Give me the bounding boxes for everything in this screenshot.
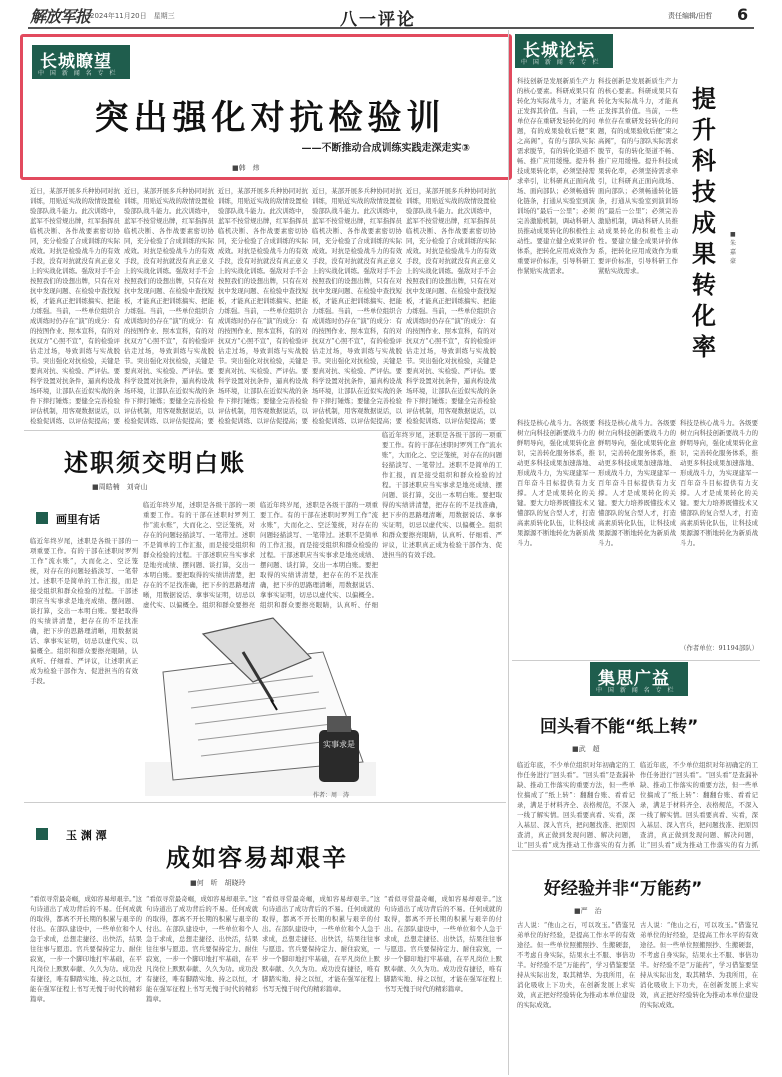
feature-body-col-5: 近日，某部开展多兵种协同对抗训练，用贴近实战的敌情设置检验部队战斗能力。此次训练中，蓝军不按常规出牌，红军指挥员临机决断、各作战要素密切协同，充分检验了合成训练的实际成效。对抗是检验战斗力的有效手段，没有对抗就没有真正意义上的实战化训练。强敌对手不会按照我们的设想出牌，只有在对抗中发现问题、在检验中查找短板，才能真正把训练搞实、把能力练强。当前，一些单位组织合成训练时仍存在“演”的成分：有的按图作业、照本宣科，有的对抗双方“心照不宣”，有的检验评估走过场，导致训练与实战脱节。突出强化对抗检验，关键是要真对抗、实检验、严评估。要科学设置对抗条件，逼真构设战场环境，让部队在近似实战的条件下摔打锤炼；要健全完善检验评估机制，用客观数据说话，以检验促训练、以评估促提高；要 (406, 187, 496, 425)
side-body-col-e: 科技是核心战斗力。各级要树立向科技创新要战斗力的鲜明导向，强化成果转化意识，完善转化服务体系，推动更多科技成果加速落地、形成战斗力，为实现建军一百年奋斗目标提供有力支撑。人才是成果转化的关键。要大力培养既懂技术又懂部队的复合型人才，打造高素质转化队伍，让科技成果源源不断地转化为新质战斗力。 (680, 419, 758, 547)
jisi-divider (512, 850, 760, 851)
cartoon-caption: 作者：周 涛 (313, 792, 350, 799)
side-body-col-c: 科技是核心战斗力。各级要树立向科技创新要战斗力的鲜明导向，强化成果转化意识，完善转化服务体系，推动更多科技成果加速落地、形成战斗力，为实现建军一百年奋斗目标提供有力支撑。人才是成果转化的关键。要大力培养既懂技术又懂部队的复合型人才，打造高素质转化队伍，让科技成果源源不断地转化为新质战斗力。 (517, 419, 595, 547)
jisi-body-2-col-a: 古人说：“他山之石，可以攻玉。”借鉴兄弟单位的好经验，是提高工作水平的有效途径。但一些单位照搬照抄、生搬硬套，不考虑自身实际，结果水土不服、事倍功半。好经验不是“万能药”，学习借鉴要坚持从实际出发，取其精华、为我所用，在消化吸收上下功夫，在创新发展上求实效，真正把好经验转化为推动本单位建设的实际成效。 (517, 921, 635, 1009)
masthead-divider (28, 27, 754, 29)
article-three-top-rule (24, 802, 506, 803)
side-author-unit: （作者单位：91194部队） (680, 644, 758, 652)
article-three-title: 成如容易却艰辛 (166, 844, 348, 872)
page-number: 6 (737, 5, 749, 24)
side-body-col-b: 科技创新是发展新质生产力的核心要素。科研成果只有转化为实际战斗力，才能真正发挥其价值。当前，一些单位存在重研发轻转化的问题，有的成果验收后便“束之高阁”，有的与部队实际需求脱节，有的转化渠道不畅、推广应用缓慢。提升科技成果转化率，必须坚持需求牵引，让科研真正面向战场、面向部队；必须畅通转化链条，打通从实验室到演训场的“最后一公里”；必须完善激励机制，调动科研人员推动成果转化的积极性主动性。要建立健全成果评价体系，把转化应用成效作为重要评价标准，引导科研工作紧贴实战需求。 (598, 77, 678, 275)
jisi-column-tag: 集思广益 中 国 新 闻 名 专 栏 (590, 662, 688, 696)
issue-date: 2024年11月20日 星期三 (90, 12, 175, 20)
article-two-title: 述职须交明白账 (64, 449, 246, 477)
side-column-author: ■朱嘉豪 (730, 231, 737, 265)
article-three-body-col-2: “看似寻常最奇崛，成如容易却艰辛。”这句诗道出了成功背后的不易。任何成就的取得，都离不开长期的积累与艰辛的付出。在部队建设中，一些单位和个人急于求成，总想走捷径、出快活，结果往往事与愿违。官兵要保持定力、耐住寂寞，一步一个脚印地打牢基础，在平凡岗位上默默奉献、久久为功。成功没有捷径，唯有脚踏实地、持之以恒，才能在强军征程上书写无愧于时代的精彩篇章。 (146, 895, 258, 1003)
jisi-body-1-col-b: 临近年底，不少单位组织对年初确定的工作任务进行“回头看”。“回头看”是查漏补缺、推动工作落实的重要方法，但一些单位搞成了“纸上转”：翻翻台账、看看记录，满足于材料齐全、表格规范，不深入一线了解实情。回头看要真看、实看，深入基层、深入官兵，把问题找准、把原因查清，真正做到发现问题、解决问题，让“回头看”成为推动工作落实的有力抓 (640, 761, 758, 849)
article-two-author: ■周皓楠 刘奇山 (92, 483, 148, 491)
feature-body-col-2: 近日，某部开展多兵种协同对抗训练，用贴近实战的敌情设置检验部队战斗能力。此次训练中，蓝军不按常规出牌，红军指挥员临机决断、各作战要素密切协同，充分检验了合成训练的实际成效。对抗是检验战斗力的有效手段，没有对抗就没有真正意义上的实战化训练。强敌对手不会按照我们的设想出牌，只有在对抗中发现问题、在检验中查找短板，才能真正把训练搞实、把能力练强。当前，一些单位组织合成训练时仍存在“演”的成分：有的按图作业、照本宣科，有的对抗双方“心照不宣”，有的检验评估走过场，导致训练与实战脱节。突出强化对抗检验，关键是要真对抗、实检验、严评估。要科学设置对抗条件，逼真构设战场环境，让部队在近似实战的条件下摔打锤炼；要健全完善检验评估机制，用客观数据说话，以检验促训练、以评估促提高；要 (124, 187, 214, 425)
jisi-body-2-col-b: 古人说：“他山之石，可以攻玉。”借鉴兄弟单位的好经验，是提高工作水平的有效途径。但一些单位照搬照抄、生搬硬套，不考虑自身实际，结果水土不服、事倍功半。好经验不是“万能药”，学习借鉴要坚持从实际出发，取其精华、为我所用，在消化吸收上下功夫，在创新发展上求实效，真正把好经验转化为推动本单位建设的实际成效。 (640, 921, 758, 1009)
article-two-body-col-4: 临近年终岁尾，述职是各级干部的一项重要工作。有的干部在述职时罗列工作“流水账”，大而化之、空泛笼统，对存在的问题轻描淡写、一笔带过。述职不是简单的工作汇报，而是接受组织和群众检验的过程。干部述职应当实事求是地亮成绩、摆问题、谈打算，交出一本明白账。要把取得的实绩讲清楚，把存在的不足找准确，把下步的思路理清晰，用数据说话、拿事实证明，切忌以虚代实、以偏概全。组织和群众要擦亮眼睛，认真听、仔细看、严评议，让述职真正成为检验干部作为、促进担当的有效手段。 (382, 431, 502, 559)
column-rule-main (508, 30, 509, 1075)
feature-subtitle: ——不断推动合成训练实践走深走实③ (301, 143, 470, 154)
article-three-body-col-4: “看似寻常最奇崛，成如容易却艰辛。”这句诗道出了成功背后的不易。任何成就的取得，都离不开长期的积累与艰辛的付出。在部队建设中，一些单位和个人急于求成，总想走捷径、出快活，结果往往事与愿违。官兵要保持定力、耐住寂寞，一步一个脚印地打牢基础，在平凡岗位上默默奉献、久久为功。成功没有捷径，唯有脚踏实地、持之以恒，才能在强军征程上书写无愧于时代的精彩篇章。 (384, 895, 502, 993)
side-body-col-d: 科技是核心战斗力。各级要树立向科技创新要战斗力的鲜明导向，强化成果转化意识，完善转化服务体系，推动更多科技成果加速落地、形成战斗力，为实现建军一百年奋斗目标提供有力支撑。人才是成果转化的关键。要大力培养既懂技术又懂部队的复合型人才，打造高素质转化队伍，让科技成果源源不断地转化为新质战斗力。 (598, 419, 676, 547)
feature-body-col-3: 近日，某部开展多兵种协同对抗训练，用贴近实战的敌情设置检验部队战斗能力。此次训练中，蓝军不按常规出牌，红军指挥员临机决断、各作战要素密切协同，充分检验了合成训练的实际成效。对抗是检验战斗力的有效手段，没有对抗就没有真正意义上的实战化训练。强敌对手不会按照我们的设想出牌，只有在对抗中发现问题、在检验中查找短板，才能真正把训练搞实、把能力练强。当前，一些单位组织合成训练时仍存在“演”的成分：有的按图作业、照本宣科，有的对抗双方“心照不宣”，有的检验评估走过场，导致训练与实战脱节。突出强化对抗检验，关键是要真对抗、实检验、严评估。要科学设置对抗条件，逼真构设战场环境，让部队在近似实战的条件下摔打锤炼；要健全完善检验评估机制，用客观数据说话，以检验促训练、以评估促提高；要 (218, 187, 308, 425)
side-body-col-a: 科技创新是发展新质生产力的核心要素。科研成果只有转化为实际战斗力，才能真正发挥其价值。当前，一些单位存在重研发轻转化的问题，有的成果验收后便“束之高阁”，有的与部队实际需求脱节，有的转化渠道不畅、推广应用缓慢。提升科技成果转化率，必须坚持需求牵引，让科研真正面向战场、面向部队；必须畅通转化链条，打通从实验室到演训场的“最后一公里”；必须完善激励机制，调动科研人员推动成果转化的积极性主动性。要建立健全成果评价体系，把转化应用成效作为重要评价标准，引导科研工作紧贴实战需求。 (517, 77, 595, 275)
editor-credit: 责任编辑/田哲 (668, 12, 713, 20)
side-column-tag: 长城论坛 中 国 新 闻 名 专 栏 (515, 34, 613, 68)
section-name: 八一评论 (340, 10, 416, 30)
article-two-body-col-1: 临近年终岁尾，述职是各级干部的一项重要工作。有的干部在述职时罗列工作“流水账”，大而化之、空泛笼统，对存在的问题轻描淡写、一笔带过。述职不是简单的工作汇报，而是接受组织和群众检验的过程。干部述职应当实事求是地亮成绩、摆问题、谈打算，交出一本明白账。要把取得的实绩讲清楚，把存在的不足找准确，把下步的思路理清晰，用数据说话、拿事实证明，切忌以虚代实、以偏概全。组织和群众要擦亮眼睛，认真听、仔细看、严评议，让述职真正成为检验干部作为、促进担当的有效手段。 (30, 537, 138, 685)
tag-marker-icon (36, 828, 48, 840)
feature-body-col-4: 近日，某部开展多兵种协同对抗训练，用贴近实战的敌情设置检验部队战斗能力。此次训练中，蓝军不按常规出牌，红军指挥员临机决断、各作战要素密切协同，充分检验了合成训练的实际成效。对抗是检验战斗力的有效手段，没有对抗就没有真正意义上的实战化训练。强敌对手不会按照我们的设想出牌，只有在对抗中发现问题、在检验中查找短板，才能真正把训练搞实、把能力练强。当前，一些单位组织合成训练时仍存在“演”的成分：有的按图作业、照本宣科，有的对抗双方“心照不宣”，有的检验评估走过场，导致训练与实战脱节。突出强化对抗检验，关键是要真对抗、实检验、严评估。要科学设置对抗条件，逼真构设战场环境，让部队在近似实战的条件下摔打锤炼；要健全完善检验评估机制，用客观数据说话，以检验促训练、以评估促提高；要 (312, 187, 402, 425)
feature-body-col-1: 近日，某部开展多兵种协同对抗训练，用贴近实战的敌情设置检验部队战斗能力。此次训练中，蓝军不按常规出牌，红军指挥员临机决断、各作战要素密切协同，充分检验了合成训练的实际成效。对抗是检验战斗力的有效手段，没有对抗就没有真正意义上的实战化训练。强敌对手不会按照我们的设想出牌，只有在对抗中发现问题、在检验中查找短板，才能真正把训练搞实、把能力练强。当前，一些单位组织合成训练时仍存在“演”的成分：有的按图作业、照本宣科，有的对抗双方“心照不宣”，有的检验评估走过场，导致训练与实战脱节。突出强化对抗检验，关键是要真对抗、实检验、严评估。要科学设置对抗条件，逼真构设战场环境，让部队在近似实战的条件下摔打锤炼；要健全完善检验评估机制，用客观数据说话，以检验促训练、以评估促提高；要 (30, 187, 120, 425)
jisi-body-1-col-a: 临近年底，不少单位组织对年初确定的工作任务进行“回头看”。“回头看”是查漏补缺、推动工作落实的重要方法，但一些单位搞成了“纸上转”：翻翻台账、看看记录，满足于材料齐全、表格规范，不深入一线了解实情。回头看要真看、实看，深入基层、深入官兵，把问题找准、把原因查清，真正做到发现问题、解决问题，让“回头看”成为推动工作落实的有力抓 (517, 761, 635, 849)
jisi-title-2: 好经验并非“万能药” (544, 879, 703, 899)
jisi-author-1: ■武 超 (572, 745, 600, 753)
article-three-tag: 玉 渊 潭 (36, 826, 136, 844)
tag-marker-icon (36, 512, 48, 524)
feature-author: ■韩 炜 (232, 164, 260, 172)
side-divider (512, 660, 760, 661)
article-two-tag: 画里有话 (36, 510, 126, 528)
article-two-body-col-3: 临近年终岁尾，述职是各级干部的一项重要工作。有的干部在述职时罗列工作“流水账”，大而化之、空泛笼统，对存在的问题轻描淡写、一笔带过。述职不是简单的工作汇报，而是接受组织和群众检验的过程。干部述职应当实事求是地亮成绩、摆问题、谈打算，交出一本明白账。要把取得的实绩讲清楚，把存在的不足找准确，把下步的思路理清晰，用数据说话、拿事实证明，切忌以虚代实、以偏概全。组织和群众要擦亮眼睛，认真听、仔细 (260, 501, 378, 609)
feature-title: 突出强化对抗检验训 (94, 98, 446, 138)
article-three-body-col-1: “看似寻常最奇崛，成如容易却艰辛。”这句诗道出了成功背后的不易。任何成就的取得，都离不开长期的积累与艰辛的付出。在部队建设中，一些单位和个人急于求成，总想走捷径、出快活，结果往往事与愿违。官兵要保持定力、耐住寂寞，一步一个脚印地打牢基础，在平凡岗位上默默奉献、久久为功。成功没有捷径，唯有脚踏实地、持之以恒，才能在强军征程上书写无愧于时代的精彩篇章。 (30, 895, 142, 1003)
jisi-title-1: 回头看不能“纸上转” (540, 717, 699, 737)
article-three-author: ■何 昕 胡晓玲 (190, 879, 246, 887)
newspaper-logo: 解放军报 (30, 7, 91, 26)
side-column-title: 提升科技成果转化率 (692, 85, 716, 361)
feature-column-tag: 长城瞭望 中 国 新 闻 名 专 栏 (32, 45, 130, 79)
article-three-body-col-3: “看似寻常最奇崛，成如容易却艰辛。”这句诗道出了成功背后的不易。任何成就的取得，都离不开长期的积累与艰辛的付出。在部队建设中，一些单位和个人急于求成，总想走捷径、出快活，结果往往事与愿违。官兵要保持定力、耐住寂寞，一步一个脚印地打牢基础，在平凡岗位上默默奉献、久久为功。成功没有捷径，唯有脚踏实地、持之以恒，才能在强军征程上书写无愧于时代的精彩篇章。 (262, 895, 380, 993)
article-two-body-col-2: 临近年终岁尾，述职是各级干部的一项重要工作。有的干部在述职时罗列工作“流水账”，大而化之、空泛笼统，对存在的问题轻描淡写、一笔带过。述职不是简单的工作汇报，而是接受组织和群众检验的过程。干部述职应当实事求是地亮成绩、摆问题、谈打算，交出一本明白账。要把取得的实绩讲清楚，把存在的不足找准确，把下步的思路理清晰，用数据说话、拿事实证明，切忌以虚代实、以偏概全。组织和群众要擦亮 (143, 501, 255, 609)
desk-pen-drawing (143, 612, 378, 798)
desk-sign-label: 实事求是 (323, 740, 355, 749)
jisi-author-2: ■严 治 (574, 907, 602, 915)
cartoon-illustration (143, 612, 378, 798)
masthead (0, 0, 782, 30)
